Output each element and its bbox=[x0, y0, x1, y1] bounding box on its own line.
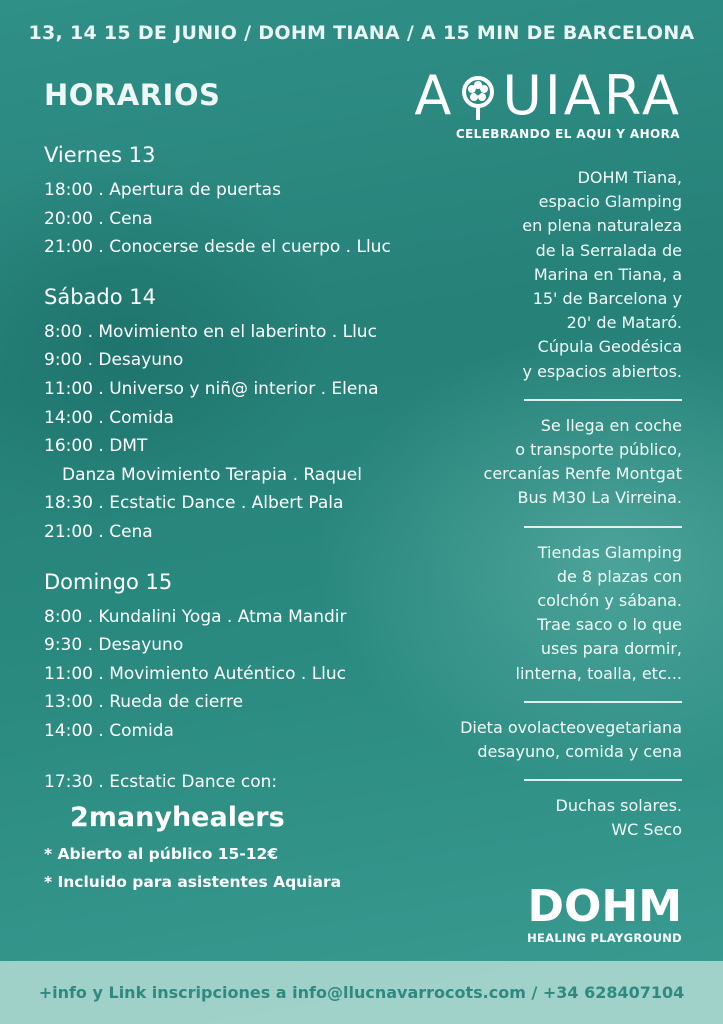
schedule-item-subtitle: Danza Movimiento Terapia . Raquel bbox=[62, 464, 362, 485]
info-line: 20' de Mataró. bbox=[566, 313, 682, 333]
day-title: Sábado 14 bbox=[44, 284, 156, 309]
info-line: de la Serralada de bbox=[535, 240, 682, 260]
schedule-item: 18:30 . Ecstatic Dance . Albert Pala bbox=[44, 493, 344, 514]
divider bbox=[524, 701, 682, 703]
info-line: espacio Glamping bbox=[538, 192, 682, 212]
dohm-logo bbox=[518, 881, 682, 945]
info-column bbox=[432, 166, 682, 843]
schedule-item: 9:30 . Desayuno bbox=[44, 635, 184, 656]
schedule-item: 18:00 . Apertura de puertas bbox=[44, 180, 281, 200]
logo-letter-a: A bbox=[414, 64, 455, 127]
day-title: Domingo 15 bbox=[44, 569, 173, 594]
logo-letters-uiara: UIARA bbox=[502, 64, 682, 127]
info-line: o transporte público, bbox=[515, 440, 682, 460]
info-line: DOHM Tiana, bbox=[577, 168, 682, 187]
info-line: y espacios abiertos. bbox=[522, 361, 682, 381]
info-line: Se llega en coche bbox=[540, 415, 682, 435]
day-friday bbox=[44, 142, 444, 262]
location-info bbox=[432, 166, 682, 384]
schedule-item: 9:00 . Desayuno bbox=[44, 350, 184, 371]
info-line: Marina en Tiana, a bbox=[533, 264, 682, 284]
ecstatic-dance-line: 17:30 . Ecstatic Dance con: bbox=[44, 771, 278, 792]
schedule-item: 21:00 . Conocerse desde el cuerpo . Lluc bbox=[44, 237, 391, 258]
schedule-item: 13:00 . Rueda de cierre bbox=[44, 692, 244, 713]
schedule-item: 16:00 . DMT bbox=[44, 436, 148, 457]
info-line: en plena naturaleza bbox=[522, 216, 682, 236]
schedule-item: 14:00 . Comida bbox=[44, 720, 174, 741]
info-line: Duchas solares. bbox=[555, 796, 682, 816]
info-line: Tiendas Glamping bbox=[537, 542, 682, 562]
info-line: 15' de Barcelona y bbox=[532, 289, 682, 309]
day-title: Viernes 13 bbox=[44, 143, 156, 167]
footer-band bbox=[0, 961, 723, 1024]
aquiara-logo bbox=[360, 66, 682, 146]
schedule-item: 14:00 . Comida bbox=[44, 407, 174, 428]
aquiara-wordmark bbox=[414, 66, 682, 126]
attendee-note: * Incluido para asistentes Aquiara bbox=[44, 872, 342, 891]
schedule-item: 8:00 . Movimiento en el laberinto . Lluc bbox=[44, 321, 377, 342]
info-line: linterna, toalla, etc... bbox=[515, 663, 682, 683]
day-saturday bbox=[44, 284, 444, 547]
info-line: de 8 plazas con bbox=[556, 566, 682, 586]
info-line: Bus M30 La Virreina. bbox=[517, 488, 682, 508]
dohm-subtitle: HEALING PLAYGROUND bbox=[527, 931, 682, 945]
schedule-item: 11:00 . Movimiento Auténtico . Lluc bbox=[44, 663, 347, 684]
diet-info bbox=[432, 716, 682, 764]
dohm-wordmark: DOHM bbox=[527, 881, 682, 932]
info-line: uses para dormir, bbox=[540, 639, 682, 659]
divider bbox=[524, 399, 682, 401]
contact-info: +info y Link inscripciones a info@llucnavarrocots.com / +34 628407104 bbox=[38, 983, 685, 1002]
schedule-item: 8:00 . Kundalini Yoga . Atma Mandir bbox=[44, 606, 347, 627]
schedule-heading: HORARIOS bbox=[44, 78, 221, 112]
flower-icon bbox=[456, 70, 500, 122]
logo-tagline: CELEBRANDO EL AQUI Y AHORA bbox=[455, 127, 680, 141]
band-name: 2manyhealers bbox=[70, 801, 285, 833]
info-line: desayuno, comida y cena bbox=[477, 742, 682, 762]
info-line: Cúpula Geodésica bbox=[537, 337, 682, 357]
divider bbox=[524, 779, 682, 781]
info-line: cercanías Renfe Montgat bbox=[483, 464, 682, 484]
showers-info bbox=[432, 794, 682, 842]
info-line: colchón y sábana. bbox=[537, 591, 682, 611]
event-dates-location: 13, 14 15 DE JUNIO / DOHM TIANA / A 15 MIN DE BARCELONA bbox=[28, 22, 695, 44]
price-note: * Abierto al público 15-12€ bbox=[44, 844, 279, 863]
divider bbox=[524, 526, 682, 528]
day-sunday bbox=[44, 569, 444, 746]
schedule-item: 21:00 . Cena bbox=[44, 521, 153, 542]
tents-info bbox=[432, 541, 682, 686]
info-line: Dieta ovolacteovegetariana bbox=[460, 717, 682, 737]
info-line: WC Seco bbox=[611, 820, 682, 840]
schedule-item: 20:00 . Cena bbox=[44, 208, 153, 229]
info-line: Trae saco o lo que bbox=[537, 615, 682, 635]
transport-info bbox=[432, 414, 682, 511]
schedule-item: 11:00 . Universo y niñ@ interior . Elena bbox=[44, 378, 379, 399]
schedule bbox=[44, 142, 444, 896]
